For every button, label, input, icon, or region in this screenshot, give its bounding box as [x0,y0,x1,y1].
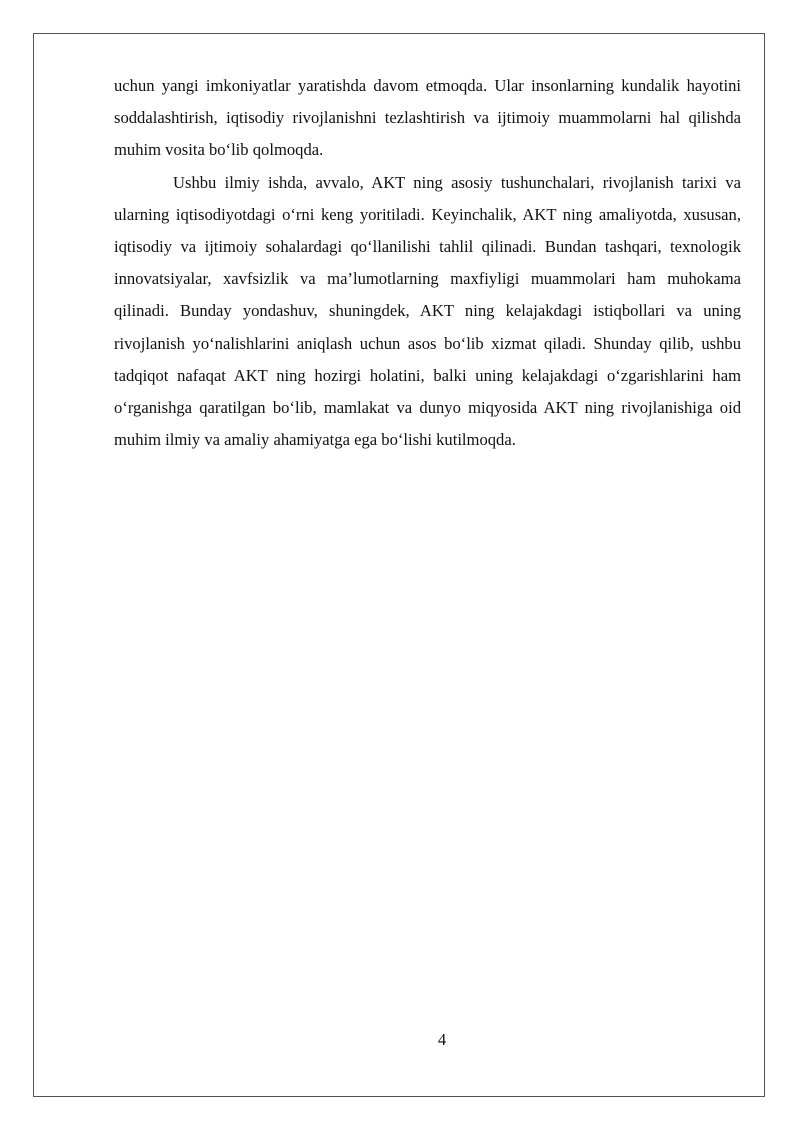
document-body [114,70,741,456]
paragraph-continuation: uchun yangi imkoniyatlar yaratishda davom etmoqda. Ular insonlarning kundalik hayotini soddalashtirish, iqtisodiy rivojlanishni tezlashtirish va ijtimoiy muammolarni hal qilishda muhim vosita bo‘lib qolmoqda. [114,76,741,160]
paragraph-main: Ushbu ilmiy ishda, avvalo, AKT ning asosiy tushunchalari, rivojlanish tarixi va ularning iqtisodiyotdagi o‘rni keng yoritiladi. Keyinchalik, AKT ning amaliyotda, xususan, iqtisodiy va ijtimoiy sohalardagi qo‘llanilishi tahlil qilinadi. Bundan tashqari, texnologik innovatsiyalar, xavfsizlik va ma’lumotlarning maxfiyligi muammolari ham muhokama qilinadi. Bunday yondashuv, shuningdek, AKT ning kelajakdagi istiqbollari va uning rivojlanish yo‘nalishlarini aniqlash uchun asos bo‘lib xizmat qiladi. Shunday qilib, ushbu tadqiqot nafaqat AKT ning hozirgi holatini, balki uning kelajakdagi o‘zgarishlarini ham o‘rganishga qaratilgan bo‘lib, mamlakat va dunyo miqyosida AKT ning rivojlanishiga oid muhim ilmiy va amaliy ahamiyatga ega bo‘lishi kutilmoqda. [114,172,741,450]
page-number: 4 [437,1030,447,1049]
